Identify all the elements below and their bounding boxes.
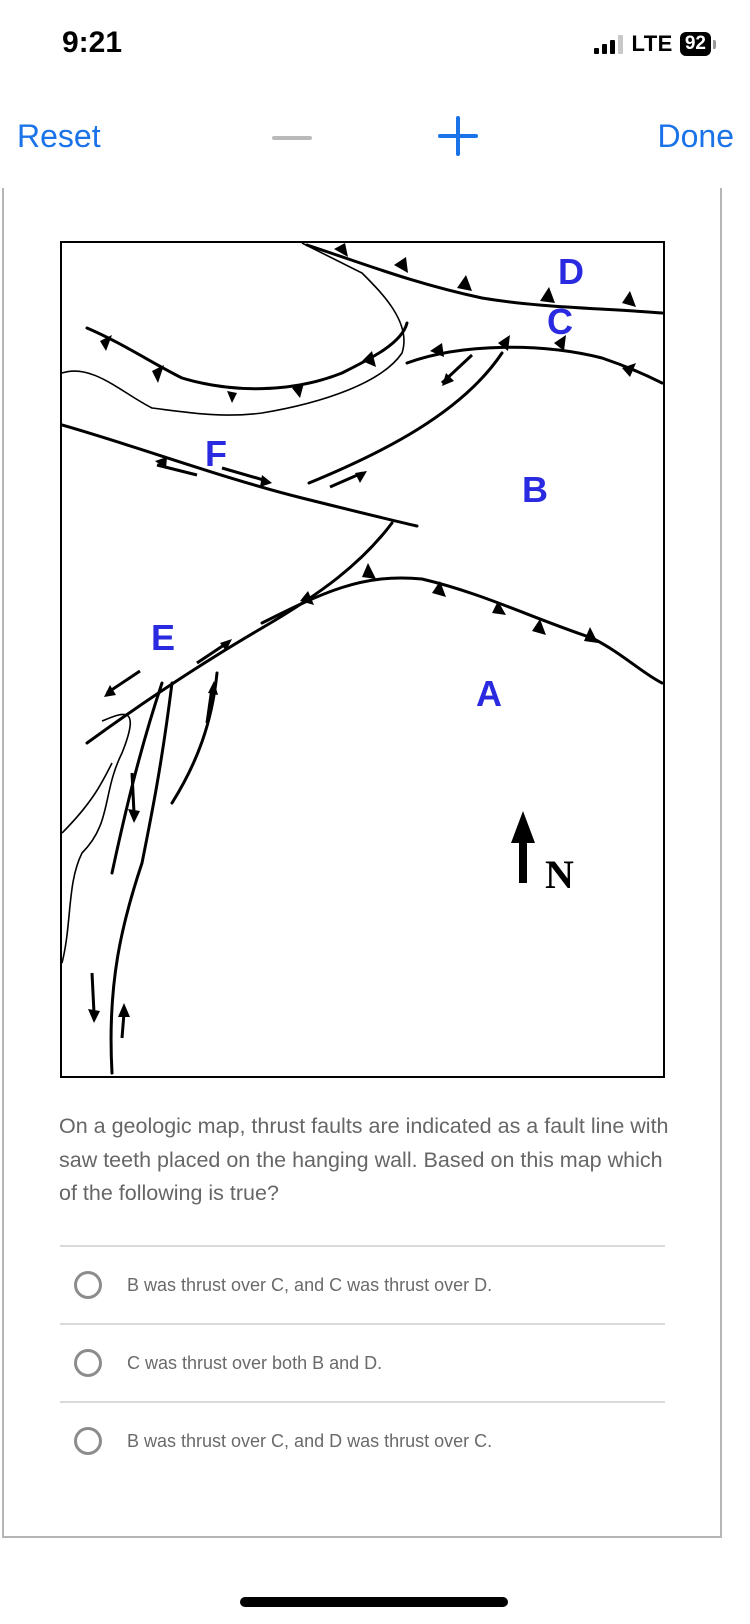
cellular-signal-icon xyxy=(594,34,623,54)
status-indicators xyxy=(594,31,716,57)
fault-arc xyxy=(87,323,407,389)
network-type: LTE xyxy=(631,31,673,56)
fault-b-curve xyxy=(309,353,502,483)
radio-button-icon[interactable] xyxy=(74,1427,102,1455)
fault-e xyxy=(87,523,392,743)
answer-option-3[interactable] xyxy=(60,1401,665,1479)
home-indicator[interactable] xyxy=(240,1597,508,1607)
geologic-map xyxy=(60,241,665,1078)
north-label: N xyxy=(545,852,574,897)
contact-north xyxy=(62,243,404,415)
status-bar xyxy=(0,0,750,90)
answer-option-label: C was thrust over both B and D. xyxy=(127,1352,383,1373)
map-label-e: E xyxy=(151,617,176,658)
question-text: On a geologic map, thrust faults are indicated as a fault line with saw teeth placed on the hanging wall. Based on this map which of the following is true? xyxy=(59,1114,669,1205)
radio-button-icon[interactable] xyxy=(74,1349,102,1377)
map-label-a: A xyxy=(476,673,502,714)
answer-option-1[interactable] xyxy=(60,1245,665,1323)
toolbar xyxy=(0,96,750,182)
map-label-f: F xyxy=(205,433,227,474)
map-label-d: D xyxy=(558,251,584,292)
fault-strike-1 xyxy=(112,683,162,873)
map-label-b: B xyxy=(522,469,548,510)
answer-option-label: B was thrust over C, and C was thrust over D. xyxy=(127,1274,493,1295)
zoom-out-icon[interactable] xyxy=(272,136,312,140)
answer-option-2[interactable] xyxy=(60,1323,665,1401)
battery-icon: 92 xyxy=(680,32,711,56)
battery-tip xyxy=(713,40,716,49)
fault-a xyxy=(262,578,662,683)
zoom-in-icon[interactable] xyxy=(438,116,478,156)
answer-options xyxy=(60,1245,665,1479)
fault-d xyxy=(307,245,662,313)
north-arrow-icon xyxy=(511,811,535,883)
done-button[interactable]: Done xyxy=(657,118,734,154)
radio-button-icon[interactable] xyxy=(74,1271,102,1299)
contact-west-2 xyxy=(62,763,112,833)
map-label-c: C xyxy=(547,301,573,342)
status-time: 9:21 xyxy=(62,26,123,59)
reset-button[interactable]: Reset xyxy=(17,118,101,154)
fault-lines-drawing xyxy=(62,243,663,1076)
answer-option-label: B was thrust over C, and D was thrust over C. xyxy=(127,1430,493,1451)
